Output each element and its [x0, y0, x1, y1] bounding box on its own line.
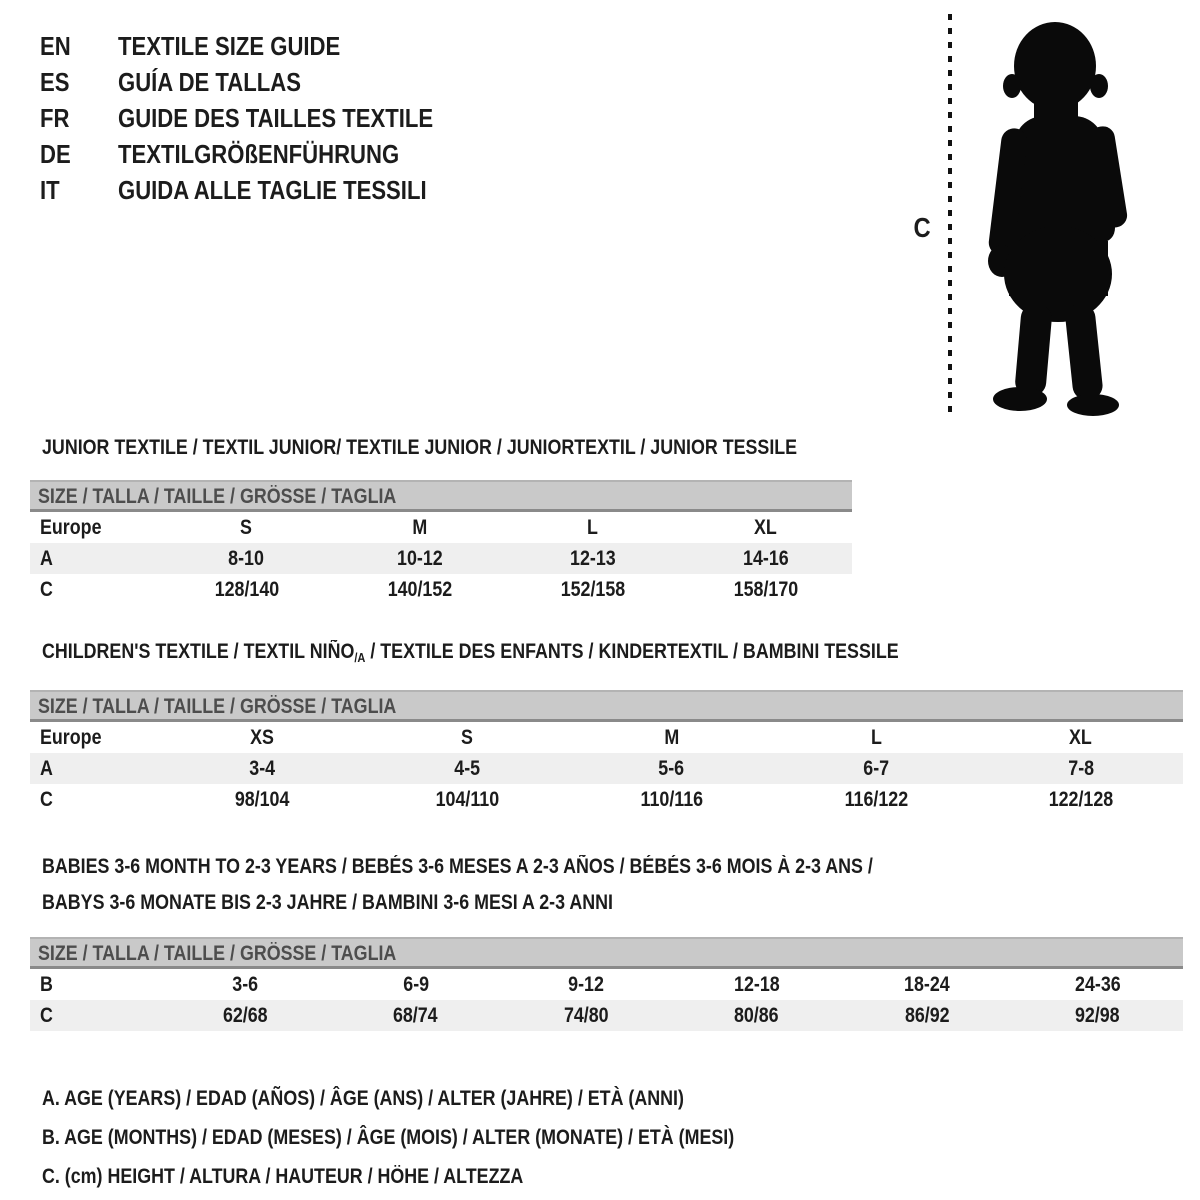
age-months-value: 18-24 [904, 973, 951, 996]
children-section-title [42, 641, 1200, 668]
size-value: XL [754, 516, 777, 539]
size-value: M [664, 726, 679, 749]
babies-size-header-bar [30, 937, 1183, 969]
height-dashed-line-icon [948, 14, 952, 418]
guide-title-fr: GUIDE DES TAILLES TEXTILE [118, 103, 434, 133]
legend-line-a-text: A. AGE (YEARS) / EDAD (AÑOS) / ÂGE (ANS) / ALTER (JAHRE) / ETÀ (ANNI) [42, 1087, 684, 1110]
age-value: 7-8 [1067, 757, 1094, 780]
height-value: 80/86 [734, 1004, 780, 1027]
language-row-de [40, 136, 489, 172]
language-row-it [40, 172, 489, 208]
children-size-header-bar [30, 690, 1183, 722]
height-measure-label: C [913, 212, 931, 243]
size-value: XL [1069, 726, 1093, 749]
children-title-subscript: /A [354, 650, 366, 665]
toddler-silhouette-icon [962, 16, 1142, 416]
height-value: 152/158 [560, 578, 625, 601]
language-code-fr: FR [40, 103, 70, 133]
junior-section-title-text: JUNIOR TEXTILE / TEXTIL JUNIOR/ TEXTILE JUNIOR / JUNIORTEXTIL / JUNIOR TESSILE [42, 436, 798, 459]
table-row-babies-age [30, 969, 1183, 1000]
children-section-title-text [42, 641, 899, 668]
table-row-junior-age [30, 543, 852, 574]
section-children-textile [0, 641, 1200, 815]
table-row-children-europe [30, 722, 1183, 753]
row-label: A [40, 547, 53, 570]
height-value: 92/98 [1075, 1004, 1121, 1027]
age-value: 8-10 [228, 547, 265, 570]
size-value: S [460, 726, 473, 749]
age-months-value: 6-9 [402, 973, 429, 996]
row-label: C [40, 788, 53, 811]
children-title-main: CHILDREN'S TEXTILE / TEXTIL NIÑO [42, 640, 355, 663]
table-row-children-age [30, 753, 1183, 784]
legend-line-a [42, 1079, 1200, 1118]
size-value: L [870, 726, 882, 749]
height-value: 128/140 [214, 578, 279, 601]
height-value: 122/128 [1048, 788, 1113, 811]
row-label: Europe [40, 516, 102, 539]
height-value: 116/122 [844, 788, 908, 811]
row-label: C [40, 1004, 53, 1027]
height-value: 110/116 [640, 788, 703, 811]
size-value: L [587, 516, 598, 539]
babies-size-table [30, 937, 1183, 1031]
age-value: 12-13 [569, 547, 616, 570]
age-value: 5-6 [658, 757, 685, 780]
children-size-table [30, 690, 1183, 815]
size-header-label: SIZE / TALLA / TAILLE / GRÖSSE / TAGLIA [38, 485, 397, 508]
babies-title-line2: BABYS 3-6 MONATE BIS 2-3 JAHRE / BAMBINI 3-6 MESI A 2-3 ANNI [42, 891, 613, 914]
age-value: 6-7 [863, 757, 889, 780]
height-value: 62/68 [222, 1004, 268, 1027]
row-label: C [40, 578, 53, 601]
language-row-en [40, 28, 489, 64]
row-label: Europe [40, 726, 102, 749]
table-row-junior-height [30, 574, 852, 605]
age-value: 3-4 [249, 757, 276, 780]
height-value: 74/80 [563, 1004, 609, 1027]
age-value: 4-5 [453, 757, 480, 780]
language-code-es: ES [40, 67, 70, 97]
legend-line-b [42, 1118, 1200, 1157]
guide-title-es: GUÍA DE TALLAS [118, 67, 301, 97]
row-label: A [40, 757, 53, 780]
table-row-children-height [30, 784, 1183, 815]
junior-size-table [30, 480, 852, 605]
age-value: 10-12 [396, 547, 443, 570]
legend-line-c [42, 1157, 1200, 1196]
age-value: 14-16 [742, 547, 789, 570]
guide-title-en: TEXTILE SIZE GUIDE [118, 31, 341, 61]
age-months-value: 3-6 [232, 973, 259, 996]
height-value: 86/92 [904, 1004, 950, 1027]
language-row-fr [40, 100, 489, 136]
table-row-junior-europe [30, 512, 852, 543]
row-label: B [40, 973, 53, 996]
legend-line-c-text: C. (cm) HEIGHT / ALTURA / HAUTEUR / HÖHE / ALTEZZA [42, 1165, 524, 1188]
language-title-list [40, 28, 489, 208]
junior-section-title [42, 437, 1200, 458]
language-code-en: EN [40, 31, 71, 61]
age-months-value: 9-12 [568, 973, 605, 996]
guide-title-de: TEXTILGRÖßENFÜHRUNG [118, 139, 400, 169]
height-value: 98/104 [234, 788, 290, 811]
babies-section-title [42, 849, 1200, 921]
language-code-it: IT [40, 175, 60, 205]
legend [42, 1079, 1200, 1196]
height-value: 68/74 [393, 1004, 439, 1027]
header [0, 0, 1200, 420]
table-row-babies-height [30, 1000, 1183, 1031]
section-junior-textile [0, 437, 1200, 605]
language-row-es [40, 64, 489, 100]
language-code-de: DE [40, 139, 71, 169]
babies-title-line1: BABIES 3-6 MONTH TO 2-3 YEARS / BEBÉS 3-6 MESES A 2-3 AÑOS / BÉBÉS 3-6 MOIS À 2-3 ANS / [42, 855, 873, 878]
size-value: XS [250, 726, 275, 749]
height-value: 158/170 [733, 578, 798, 601]
size-value: M [412, 516, 427, 539]
section-babies-textile [0, 849, 1200, 1031]
children-title-rest: / TEXTILE DES ENFANTS / KINDERTEXTIL / BAMBINI TESSILE [365, 640, 899, 663]
size-value: S [240, 516, 253, 539]
age-months-value: 24-36 [1074, 973, 1121, 996]
age-months-value: 12-18 [733, 973, 780, 996]
size-header-label: SIZE / TALLA / TAILLE / GRÖSSE / TAGLIA [38, 695, 397, 718]
height-value: 104/110 [435, 788, 499, 811]
guide-title-it: GUIDA ALLE TAGLIE TESSILI [118, 175, 427, 205]
junior-size-header-bar [30, 480, 852, 512]
size-header-label: SIZE / TALLA / TAILLE / GRÖSSE / TAGLIA [38, 942, 397, 965]
height-value: 140/152 [387, 578, 452, 601]
legend-line-b-text: B. AGE (MONTHS) / EDAD (MESES) / ÂGE (MOIS) / ALTER (MONATE) / ETÀ (MESI) [42, 1126, 735, 1149]
